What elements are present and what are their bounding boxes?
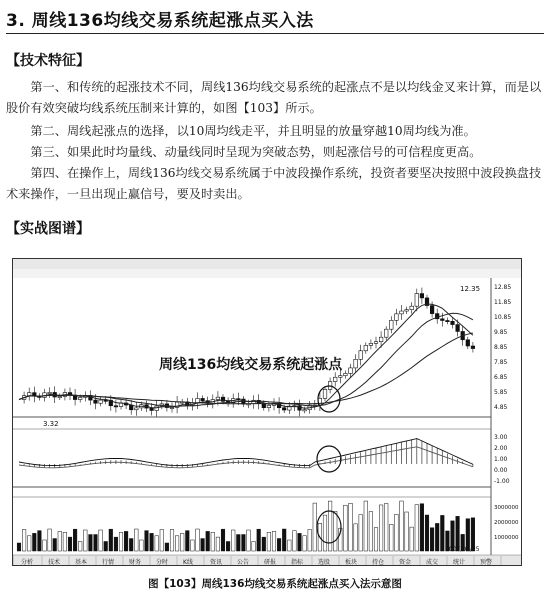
volume-bar <box>282 529 286 551</box>
volume-bar <box>191 540 195 551</box>
volume-bar <box>374 528 378 551</box>
price-axis-label: 11.85 <box>494 299 512 306</box>
momentum-axis-label: 1.00 <box>494 456 508 463</box>
volume-axis <box>494 505 519 541</box>
momentum-axis-label: 0.00 <box>494 467 508 474</box>
candle-body <box>298 406 302 411</box>
volume-bar <box>73 529 77 551</box>
candle-body <box>410 306 414 309</box>
candle-body <box>114 406 118 407</box>
volume-bar <box>349 503 353 551</box>
price-axis-label: 7.85 <box>494 359 508 366</box>
volume-bar <box>410 527 414 551</box>
candle-body <box>48 392 52 393</box>
candle-body <box>374 342 378 344</box>
price-axis-label: 9.85 <box>494 329 508 336</box>
volume-bar <box>298 533 302 551</box>
volume-bar <box>262 537 266 551</box>
price-axis-label: 6.85 <box>494 374 508 381</box>
candle-body <box>216 397 220 399</box>
candle-body <box>333 377 337 381</box>
breakout-annotation: 周线136均线交易系统起涨点 <box>159 357 343 373</box>
candle-body <box>267 405 271 407</box>
price-axis-label: 5.85 <box>494 389 508 396</box>
volume-bar <box>288 540 292 551</box>
candle-body <box>415 294 419 307</box>
candle-body <box>323 389 327 398</box>
volume-bar <box>22 530 26 551</box>
chart-indicator-strip <box>13 269 522 278</box>
candle-body <box>349 368 353 374</box>
candle-body <box>99 400 103 403</box>
candle-body <box>364 345 368 350</box>
volume-bar <box>186 531 190 551</box>
volume-bar <box>196 529 200 551</box>
candle-body <box>446 320 450 321</box>
volume-bar <box>53 539 57 551</box>
price-axis-label: 10.85 <box>494 314 512 321</box>
volume-bar <box>441 515 445 551</box>
candle-body <box>420 294 424 298</box>
candle-body <box>390 320 394 329</box>
volume-bar <box>231 530 235 551</box>
volume-bar <box>430 528 434 551</box>
candle-body <box>471 346 475 349</box>
volume-bar <box>303 536 307 551</box>
chart-tab-label: 公告 <box>237 559 250 566</box>
chart-tab-label: 资讯 <box>210 559 223 566</box>
volume-bar <box>68 537 72 551</box>
high-price-label: 12.35 <box>460 285 481 293</box>
volume-bar <box>221 529 225 551</box>
candle-body <box>384 329 388 337</box>
volume-bar <box>160 530 164 551</box>
volume-bar <box>435 523 439 551</box>
candle-body <box>303 410 307 411</box>
volume-bar <box>257 529 261 551</box>
paragraph-3: 第三、如果此时均量线、动量线同时呈现为突破态势，则起涨信号的可信程度更高。 <box>30 145 482 159</box>
low-price-label: 3.32 <box>43 420 59 428</box>
candle-body <box>344 373 348 375</box>
volume-bar <box>99 530 103 551</box>
candle-body <box>359 351 363 360</box>
price-axis-label: 4.85 <box>494 404 508 411</box>
volume-bar <box>354 524 358 551</box>
paragraph-1: 第一、和传统的起涨技术不同，周线136均线交易系统的起涨点不是以均线金叉来计算，而是以股价有效突破均线系统压制来计算的，如图【103】所示。 <box>6 80 542 115</box>
candle-body <box>94 400 98 403</box>
candle-body <box>27 393 31 396</box>
chart-tab-label: 成交 <box>426 559 439 566</box>
chart-tab-label: 财务 <box>129 559 142 566</box>
stock-chart-svg <box>13 259 522 566</box>
paragraph-4: 第四、在操作上，周线136均线交易系统属于中波段操作系统，投资者要坚决按照中波段换盘技术来操作，一旦出现止赢信号，要及时卖出。 <box>6 166 542 201</box>
volume-bar <box>323 515 327 551</box>
chart-tab-label: 预警 <box>480 559 493 566</box>
volume-bar <box>344 505 348 551</box>
volume-bar <box>145 531 149 551</box>
candle-body <box>405 310 409 311</box>
volume-bar <box>313 503 317 551</box>
chart-tab-label: 板块 <box>345 559 358 566</box>
candle-body <box>379 337 383 341</box>
chart-tab-label: 资金 <box>399 559 412 566</box>
volume-bar <box>201 539 205 551</box>
momentum-axis-label: -1.00 <box>494 478 510 485</box>
momentum-axis-label: 3.00 <box>494 434 508 441</box>
volume-bar <box>272 531 276 551</box>
volume-bar <box>78 541 82 551</box>
figure-caption: 图【103】周线136均线交易系统起涨点买入法示意图 <box>148 578 402 590</box>
chart-tab-label: 技术 <box>48 559 61 566</box>
candle-body <box>135 408 139 410</box>
chart-tab-label: 统计 <box>453 559 466 566</box>
volume-bar <box>33 533 37 551</box>
volume-bar <box>405 512 409 551</box>
candle-body <box>58 396 62 397</box>
candle-body <box>456 325 460 332</box>
features-heading: 【技术特征】 <box>6 53 90 69</box>
candle-body <box>150 408 154 410</box>
practice-heading: 【实战图谱】 <box>6 221 90 237</box>
volume-bar <box>129 539 133 551</box>
volume-bar <box>206 531 210 551</box>
volume-bar <box>384 503 388 551</box>
volume-bar <box>267 532 271 551</box>
candle-body <box>395 314 399 320</box>
volume-bar <box>293 531 297 551</box>
volume-bar <box>237 535 241 551</box>
candle-body <box>104 400 108 401</box>
candle-body <box>354 359 358 368</box>
chart-tab-label: 基本 <box>75 559 88 566</box>
volume-bar <box>63 532 67 551</box>
volume-bar <box>369 512 373 551</box>
volume-bar <box>170 530 174 551</box>
volume-bar <box>216 537 220 551</box>
volume-bar <box>247 530 251 551</box>
volume-bar <box>395 514 399 551</box>
volume-bar <box>211 532 215 551</box>
candle-body <box>369 343 373 345</box>
stock-chart-screenshot <box>12 258 522 566</box>
candle-body <box>400 311 404 314</box>
volume-bar <box>27 536 31 551</box>
chart-tab-label: 研报 <box>264 559 277 566</box>
candle-body <box>466 340 470 346</box>
paragraph-2: 第二、周线起涨点的选择，以10周均线走平，并且明显的放量穿越10周均线为准。 <box>30 124 476 138</box>
title-bar <box>6 4 544 34</box>
volume-bar <box>58 531 62 551</box>
volume-bar <box>119 532 123 551</box>
volume-bar <box>84 530 88 551</box>
volume-axis-label: 1000000 <box>494 535 519 541</box>
volume-bar <box>364 501 368 551</box>
chart-header-strip <box>13 259 522 269</box>
volume-bar <box>308 530 312 551</box>
candle-body <box>451 321 455 324</box>
volume-bar <box>359 515 363 551</box>
volume-bar <box>175 536 179 551</box>
volume-bar <box>38 531 42 551</box>
momentum-line-2 <box>19 447 473 468</box>
volume-bar <box>43 540 47 551</box>
chart-tab-label: 分析 <box>21 559 34 566</box>
volume-bar <box>420 504 424 551</box>
volume-bar <box>277 539 281 551</box>
volume-bar <box>114 537 118 551</box>
chart-tab-label: 持仓 <box>372 559 385 566</box>
volume-bar <box>150 533 154 551</box>
date-label: 2007/05/25 <box>445 546 480 553</box>
candle-body <box>78 397 82 399</box>
momentum-bars <box>19 438 473 468</box>
candle-body <box>201 398 205 400</box>
volume-bar <box>242 535 246 551</box>
momentum-line-1 <box>19 439 473 466</box>
volume-axis-label: 2000000 <box>494 520 519 526</box>
candle-body <box>282 408 286 410</box>
volume-bar <box>390 524 394 551</box>
momentum-axis-label: 2.00 <box>494 445 508 452</box>
volume-bar <box>226 542 230 551</box>
price-axis-label: 12.85 <box>494 284 512 291</box>
volume-bars <box>17 501 475 551</box>
volume-bar <box>48 529 52 551</box>
volume-bar <box>135 529 139 551</box>
volume-axis-label: 3000000 <box>494 505 519 511</box>
volume-bar <box>379 505 383 551</box>
volume-bar <box>94 535 98 551</box>
volume-bar <box>155 536 159 551</box>
volume-bar <box>17 543 21 551</box>
chart-tab-label: 行情 <box>102 559 115 566</box>
volume-bar <box>415 505 419 551</box>
price-axis <box>494 284 511 411</box>
volume-bar <box>89 535 93 551</box>
chart-tab-label: K线 <box>183 559 193 566</box>
volume-bar <box>165 543 169 551</box>
volume-bar <box>180 533 184 551</box>
volume-bar <box>104 541 108 551</box>
chart-tab-label: 分时 <box>156 559 169 566</box>
candle-body <box>441 319 445 321</box>
chart-tab-label: 选股 <box>318 559 331 566</box>
volume-bar <box>109 529 113 551</box>
candle-body <box>339 376 343 378</box>
price-axis-label: 8.85 <box>494 344 508 351</box>
candle-body <box>430 306 434 314</box>
volume-bar <box>252 541 256 551</box>
volume-bar <box>140 540 144 551</box>
momentum-axis <box>494 434 510 485</box>
volume-bar <box>333 511 337 551</box>
volume-bar <box>400 501 404 551</box>
volume-bar <box>425 515 429 551</box>
page-title: 3. 周线136均线交易系统起涨点买入法 <box>6 11 314 31</box>
chart-tab-label: 指标 <box>291 559 304 566</box>
volume-bar <box>124 531 128 551</box>
